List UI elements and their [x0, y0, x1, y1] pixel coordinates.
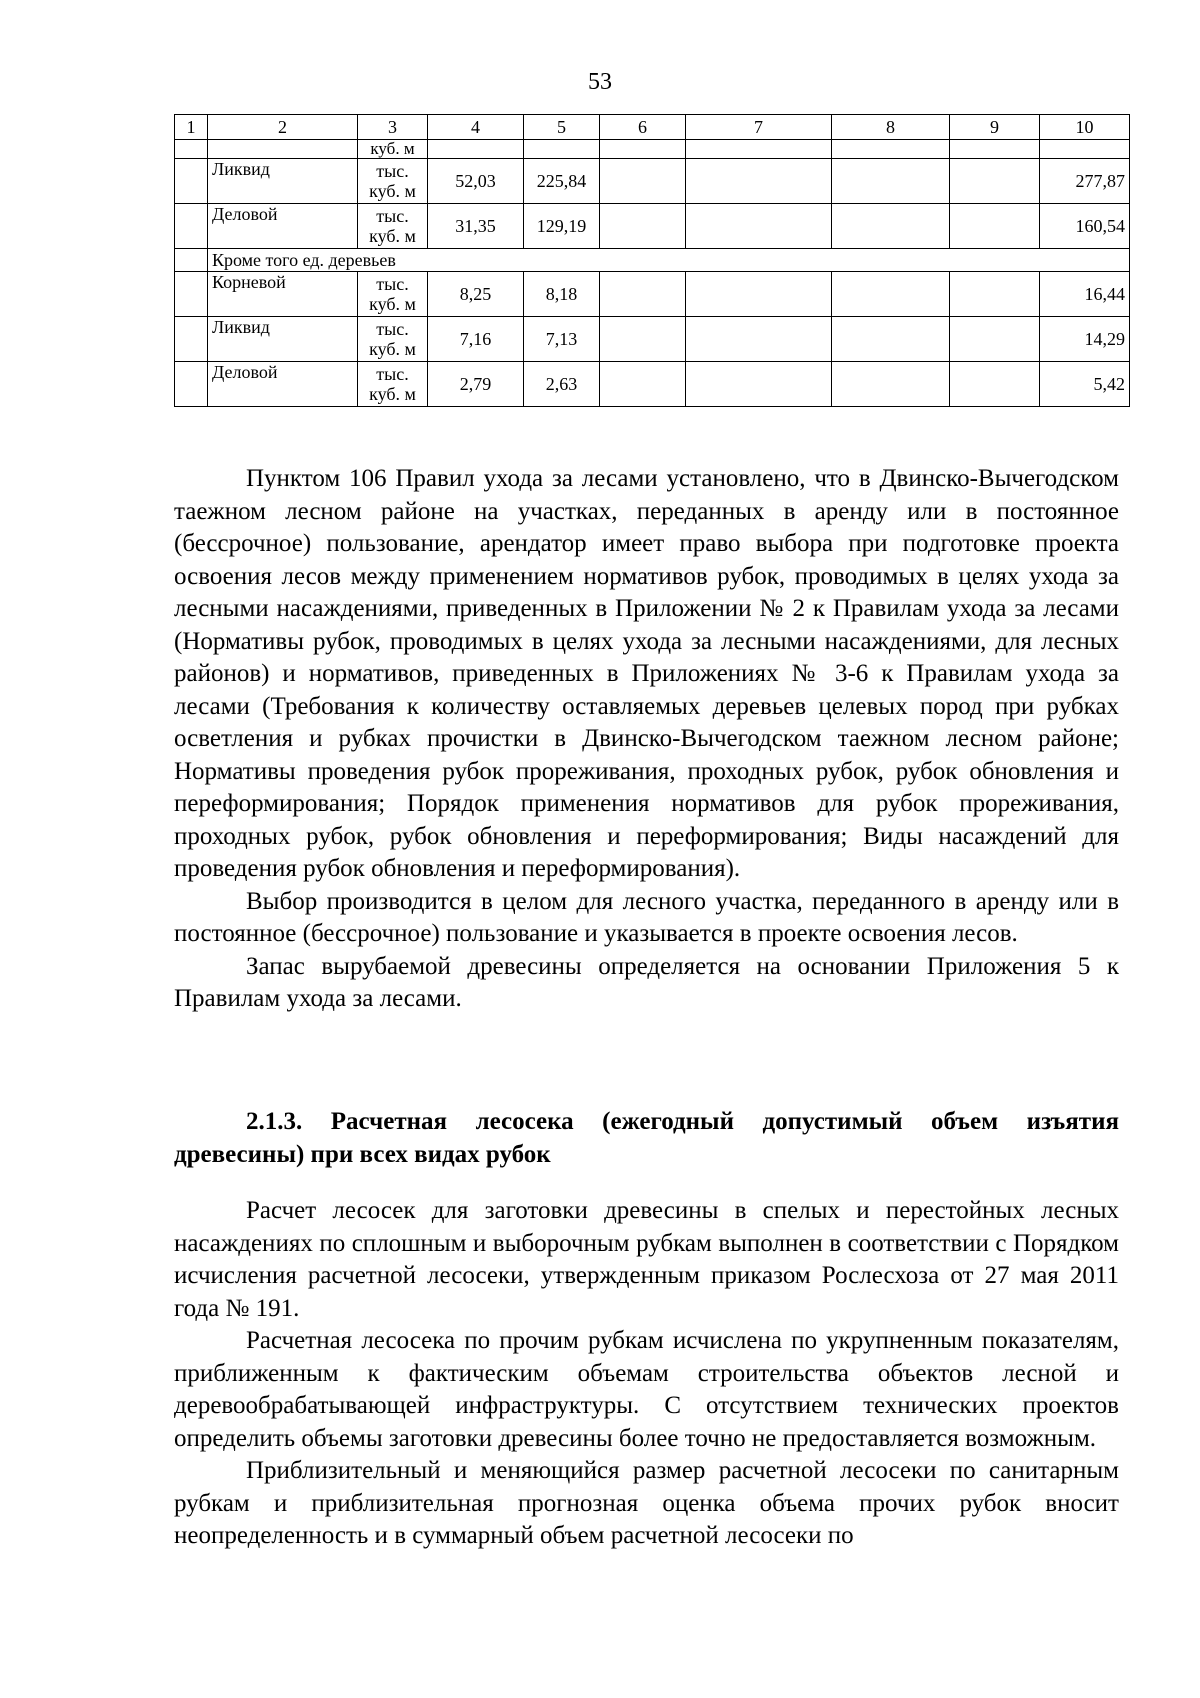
table-row — [175, 362, 1130, 407]
total-cell: 5,42 — [1040, 362, 1130, 407]
paragraph: Выбор производится в целом для лесного участка, переданного в аренду или в постоянное (бессрочное) пользование и указывается в проекте освоения лесов. — [174, 887, 1119, 947]
table-header-row — [175, 115, 1130, 140]
table-row — [175, 140, 1130, 159]
total-cell: 160,54 — [1040, 204, 1130, 249]
value-cell: 8,25 — [428, 272, 524, 317]
value-cell: 129,19 — [524, 204, 600, 249]
total-cell: 14,29 — [1040, 317, 1130, 362]
paragraph: Приблизительный и меняющийся размер расчетной лесосеки по санитарным рубкам и приблизительная прогнозная оценка объема прочих рубок вносит неопределенность и в суммарный объем расчетной лесосеки по — [174, 1457, 1119, 1549]
row-name: Ликвид — [208, 317, 358, 362]
value-cell: 8,18 — [524, 272, 600, 317]
unit-cell: тыс. куб. м — [358, 272, 428, 317]
header-cell: 4 — [428, 115, 524, 140]
data-table — [174, 114, 1130, 407]
header-cell: 3 — [358, 115, 428, 140]
table-span-row — [175, 249, 1130, 272]
unit-cell: куб. м — [358, 140, 428, 159]
value-cell: 7,16 — [428, 317, 524, 362]
table-row — [175, 159, 1130, 204]
section-heading: 2.1.3. Расчетная лесосека (ежегодный допустимый объем изъятия древесины) при всех видах рубок — [174, 1108, 1119, 1168]
body-text-lower — [174, 1195, 1119, 1553]
header-cell: 1 — [175, 115, 208, 140]
total-cell: 16,44 — [1040, 272, 1130, 317]
header-cell: 2 — [208, 115, 358, 140]
paragraph: Пунктом 106 Правил ухода за лесами установлено, что в Двинско-Вычегодском таежном лесном районе на участках, переданных в аренду или в постоянное (бессрочное) пользование, арендатор имеет право выбора при подготовке проекта освоения лесов между применением нормативов рубок, проводимых в целях ухода за лесными насаждениями, приведенных в Приложении № 2 к Правилам ухода за лесами (Нормативы рубок, проводимых в целях ухода за лесными насаждениями, для лесных районов) и нормативов, приведенных в Приложениях № 3-6 к Правилам ухода за лесами (Требования к количеству оставляемых деревьев целевых пород при рубках осветления и рубках прочистки в Двинско-Вычегодском таежном лесном районе; Нормативы проведения рубок прореживания, проходных рубок, рубок обновления и переформирования; Порядок применения нормативов для рубок прореживания, проходных рубок, рубок обновления и переформирования; Виды насаждений для проведения рубок обновления и переформирования). — [174, 465, 1119, 882]
body-text-upper — [174, 463, 1119, 1016]
total-cell: 277,87 — [1040, 159, 1130, 204]
paragraph: Расчет лесосек для заготовки древесины в спелых и перестойных лесных насаждениях по сплошным и выборочным рубкам выполнен в соответствии с Порядком исчисления расчетной лесосеки, утвержденным приказом Рослесхоза от 27 мая 2011 года № 191. — [174, 1197, 1119, 1322]
page-number: 53 — [588, 69, 612, 95]
value-cell: 31,35 — [428, 204, 524, 249]
paragraph: Расчетная лесосека по прочим рубкам исчислена по укрупненным показателям, приближенным к фактическим объемам строительства объектов лесной и деревообрабатывающей инфраструктуры. С отсутствием технических проектов определить объемы заготовки древесины более точно не предоставляется возможным. — [174, 1327, 1119, 1452]
header-cell: 5 — [524, 115, 600, 140]
header-cell: 7 — [686, 115, 832, 140]
row-name: Деловой — [208, 204, 358, 249]
value-cell: 2,79 — [428, 362, 524, 407]
table-row — [175, 272, 1130, 317]
paragraph: Запас вырубаемой древесины определяется на основании Приложения 5 к Правилам ухода за лесами. — [174, 952, 1119, 1012]
table-row — [175, 204, 1130, 249]
unit-cell: тыс. куб. м — [358, 204, 428, 249]
unit-cell: тыс. куб. м — [358, 362, 428, 407]
header-cell: 10 — [1040, 115, 1130, 140]
span-label: Кроме того ед. деревьев — [208, 249, 1130, 272]
value-cell: 225,84 — [524, 159, 600, 204]
unit-cell: тыс. куб. м — [358, 159, 428, 204]
section-heading-block — [174, 1106, 1119, 1171]
value-cell: 7,13 — [524, 317, 600, 362]
header-cell: 8 — [832, 115, 950, 140]
table-row — [175, 317, 1130, 362]
row-name: Деловой — [208, 362, 358, 407]
value-cell: 2,63 — [524, 362, 600, 407]
unit-cell: тыс. куб. м — [358, 317, 428, 362]
row-name: Корневой — [208, 272, 358, 317]
row-name: Ликвид — [208, 159, 358, 204]
header-cell: 6 — [600, 115, 686, 140]
value-cell: 52,03 — [428, 159, 524, 204]
header-cell: 9 — [950, 115, 1040, 140]
